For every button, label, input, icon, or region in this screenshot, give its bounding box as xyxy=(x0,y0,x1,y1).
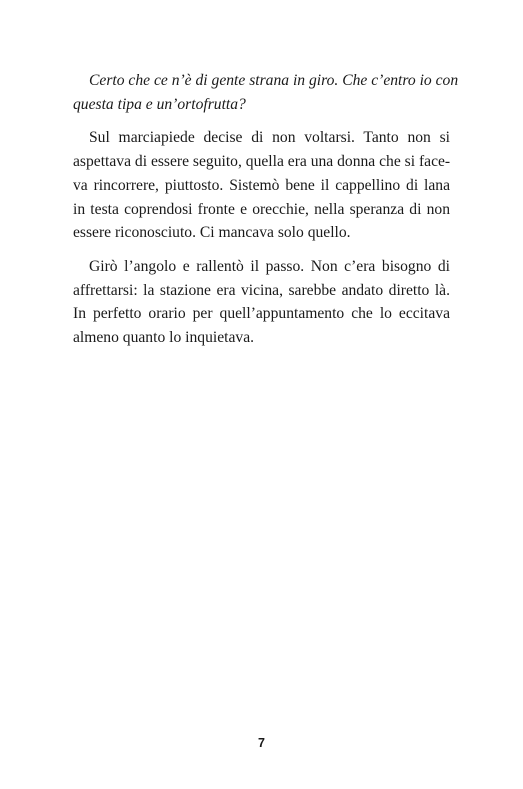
text-line: almeno quanto lo inquietava. xyxy=(73,329,255,347)
paragraph-italic-thought xyxy=(73,69,459,116)
text-line: questa tipa e un’ortofrutta? xyxy=(73,95,246,113)
text-line: In perfetto orario per quell’appuntamento che lo eccitava xyxy=(73,305,450,323)
paragraph xyxy=(73,126,450,245)
text-line: Certo che ce n’è di gente strana in giro. Che c’entro io con xyxy=(89,72,459,89)
text-line: affrettarsi: la stazione era vicina, sarebbe andato diretto là. xyxy=(73,281,450,299)
body-text xyxy=(73,69,459,360)
page-number: 7 xyxy=(258,736,265,750)
paragraph xyxy=(73,255,450,350)
text-line: va rincorrere, piuttosto. Sistemò bene il cappellino di lana xyxy=(73,176,450,194)
text-line: in testa coprendosi fronte e orecchie, nella speranza di non xyxy=(73,200,450,218)
text-line: Sul marciapiede decise di non voltarsi. Tanto non si xyxy=(89,129,450,147)
text-line: Girò l’angolo e rallentò il passo. Non c’era bisogno di xyxy=(89,257,450,275)
text-line: aspettava di essere seguito, quella era una donna che si face- xyxy=(73,153,451,171)
text-line: essere riconosciuto. Ci mancava solo quello. xyxy=(73,224,351,242)
